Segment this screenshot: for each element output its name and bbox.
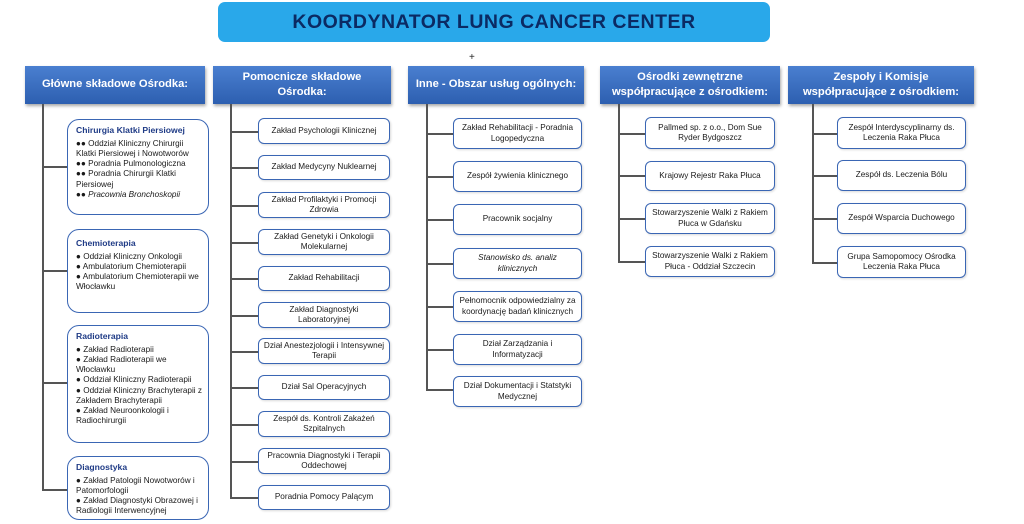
group-item: ● Zakład Radioterapii [76,344,154,354]
group-item: ● Zakład Diagnostyki Obrazowej i Radiologii Interwencyjnej [76,496,198,516]
connector-line [230,387,258,389]
group-radiotherapy [67,325,209,443]
connector-line [426,306,453,308]
header-general-services: Inne - Obszar usług ogólnych: [408,66,584,104]
connector-line [230,278,258,280]
connector-line [426,133,453,135]
unit-box: Dział Anestezjologii i Intensywnej Terapii [258,338,390,364]
service-box: Dział Zarządzania i Informatyzacji [453,334,582,365]
group-item: ● Zakład Radioterapii we Włocławku [76,354,167,375]
team-box: Zespół Interdyscyplinarny ds. Leczenia Raka Płuca [837,117,966,149]
connector-line [426,104,428,390]
connector-line [812,175,837,177]
group-item: ● Ambulatorium Chemioterapii we Włocławku [76,272,199,292]
group-chemotherapy [67,229,209,313]
connector-line [42,489,68,491]
team-box: Zespół ds. Leczenia Bólu [837,160,966,191]
group-item: ●● Poradnia Pulmonologiczna [76,159,186,169]
partner-box: Pallmed sp. z o.o., Dom Sue Ryder Bydgoszcz [645,117,775,149]
unit-box: Zespół ds. Kontroli Zakażeń Szpitalnych [258,411,390,437]
partner-box: Stowarzyszenie Walki z Rakiem Płuca w Gdańsku [645,203,775,234]
connector-line [42,104,44,490]
service-box: Pełnomocnik odpowiedzialny za koordynację badań klinicznych [453,291,582,322]
group-item: ●● Poradnia Chirurgii Klatki Piersiowej [76,169,176,189]
connector-line [426,349,453,351]
connector-line [812,104,814,263]
connector-line [426,389,453,391]
service-box: Zakład Rehabilitacji - Poradnia Logopedyczna [453,118,582,149]
unit-box: Poradnia Pomocy Palącym [258,485,390,510]
group-title: Radioterapia [76,331,129,341]
connector-line [618,261,645,263]
connector-line [230,205,258,207]
group-title: Diagnostyka [76,462,128,472]
group-item: ●● Pracownia Bronchoskopii [76,189,181,199]
connector-line [230,167,258,169]
group-title: Chemioterapia [76,238,136,248]
service-box: Zespół żywienia klinicznego [453,161,582,192]
connector-line [230,351,258,353]
service-box: Stanowisko ds. analiz klinicznych [453,248,582,279]
coordinator-title: KOORDYNATOR LUNG CANCER CENTER [218,2,770,42]
connector-line [426,176,453,178]
partner-box: Krajowy Rejestr Raka Płuca [645,161,775,191]
connector-line [426,263,453,265]
group-thoracic-surgery [67,119,209,215]
header-auxiliary-components: Pomocnicze składowe Ośrodka: [213,66,391,104]
connector-line [812,133,837,135]
header-main-components: Główne składowe Ośrodka: [25,66,205,104]
connector-line [230,131,258,133]
unit-box: Zakład Rehabilitacji [258,266,390,291]
connector-line [42,270,68,272]
unit-box: Pracownia Diagnostyki i Terapii Oddechowej [258,448,390,474]
service-box: Dział Dokumentacji i Statstyki Medycznej [453,376,582,407]
team-box: Zespół Wsparcia Duchowego [837,203,966,234]
service-box: Pracownik socjalny [453,204,582,235]
header-cooperating-teams: Zespoły i Komisje współpracujące z ośrodkiem: [788,66,974,104]
connector-line [812,262,837,264]
connector-line [618,133,645,135]
connector-line [618,175,645,177]
unit-box: Dział Sal Operacyjnych [258,375,390,400]
group-item: ● Oddział Kliniczny Brachyterapii z Zakładem Brachyterapii [76,385,202,405]
connector-line [42,166,68,168]
unit-box: Zakład Profilaktyki i Promocji Zdrowia [258,192,390,218]
connector-line [618,218,645,220]
unit-box: Zakład Genetyki i Onkologii Molekularnej [258,229,390,255]
plus-sign: + [469,52,475,63]
connector-line [230,497,258,499]
group-item: ● Oddział Kliniczny Radioterapii [76,375,192,385]
connector-line [618,104,620,262]
team-box: Grupa Samopomocy Ośrodka Leczenia Raka Płuca [837,246,966,278]
connector-line [230,461,258,463]
group-item: ● Ambulatorium Chemioterapii [76,261,187,271]
connector-line [230,242,258,244]
unit-box: Zakład Medycyny Nuklearnej [258,155,390,180]
group-item: ● Zakład Patologii Nowotworów i Patomorfologii [76,475,195,495]
header-external-centers: Ośrodki zewnętrzne współpracujące z ośrodkiem: [600,66,780,104]
partner-box: Stowarzyszenie Walki z Rakiem Płuca - Oddział Szczecin [645,246,775,277]
group-diagnostics [67,456,209,520]
group-item: ● Zakład Neuroonkologii i Radiochirurgii [76,406,169,426]
connector-line [42,382,68,384]
group-item: ●● Oddział Kliniczny Chirurgii Klatki Piersiowej i Nowotworów [76,138,189,158]
group-title: Chirurgia Klatki Piersiowej [76,125,185,135]
unit-box: Zakład Psychologii Klinicznej [258,118,390,144]
connector-line [230,104,232,498]
unit-box: Zakład Diagnostyki Laboratoryjnej [258,302,390,328]
connector-line [230,424,258,426]
connector-line [426,219,453,221]
connector-line [812,218,837,220]
connector-line [230,315,258,317]
group-item: ● Oddział Kliniczny Onkologii [76,251,182,261]
